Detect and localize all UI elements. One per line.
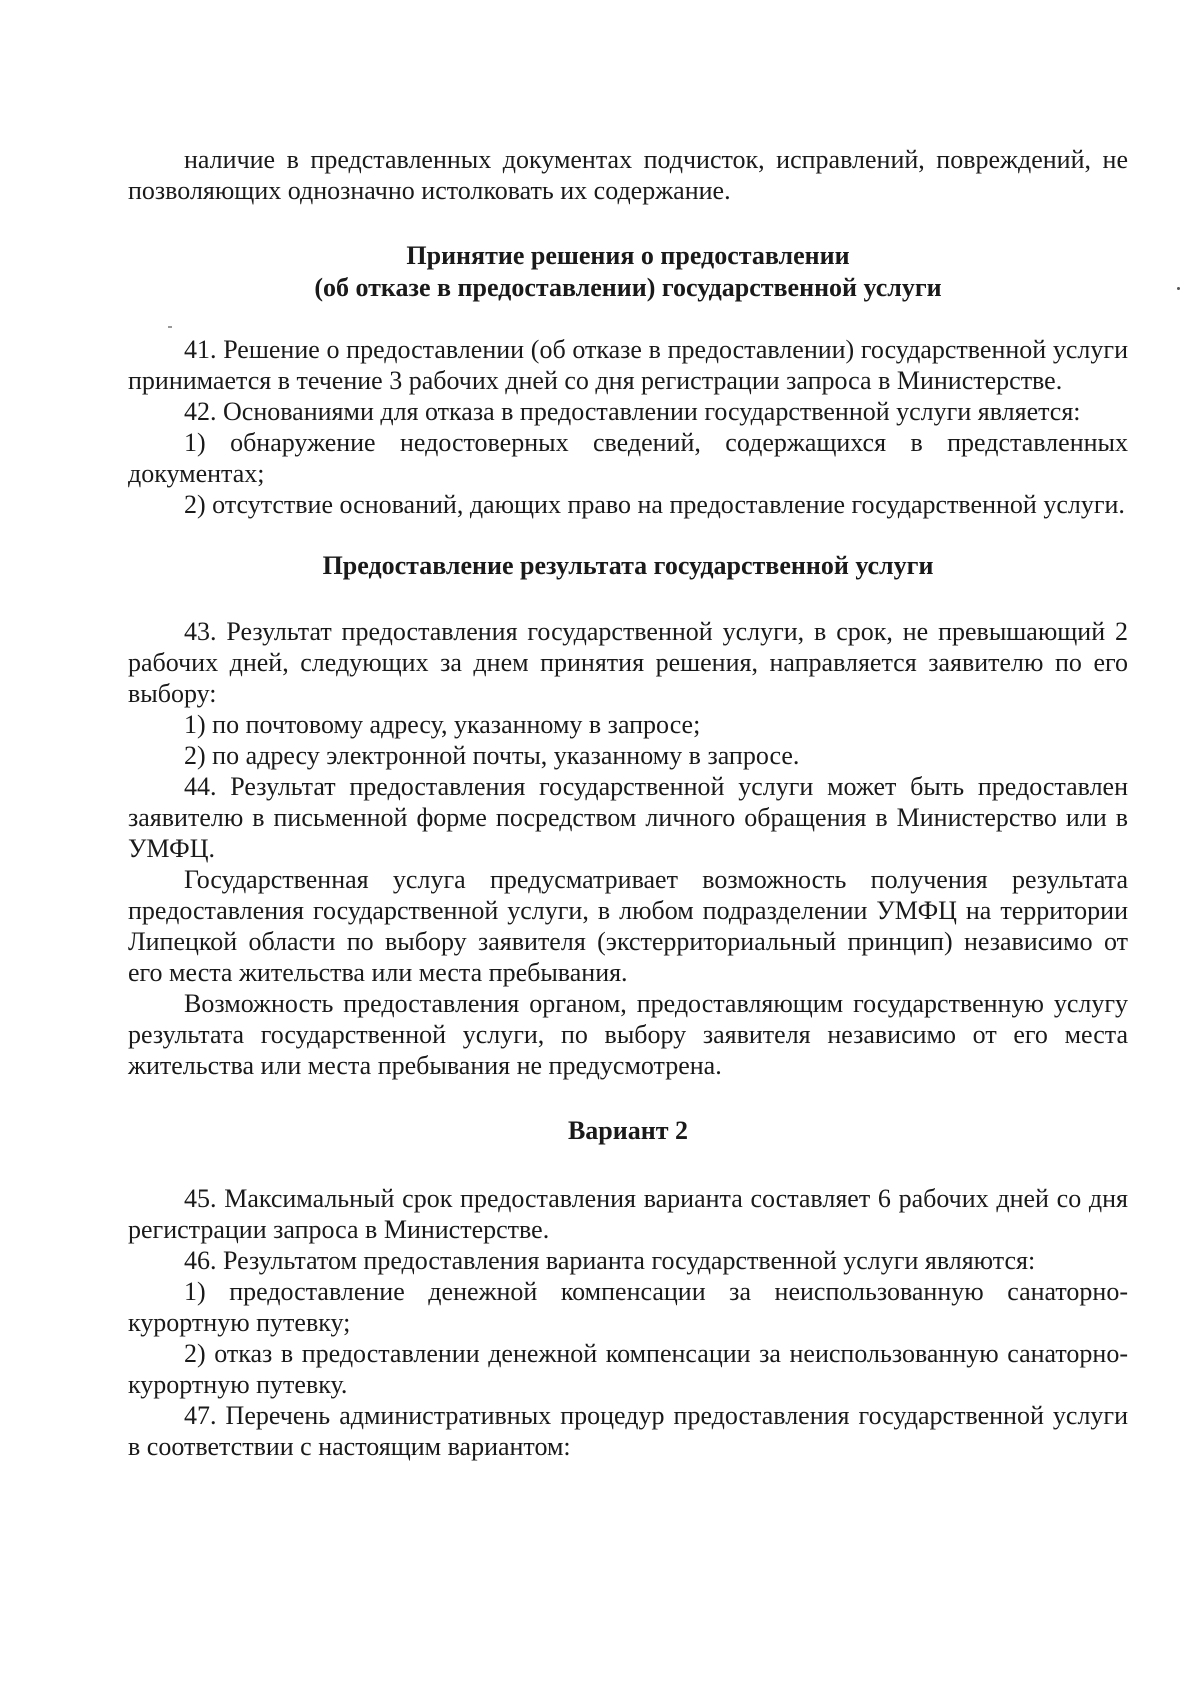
- paragraph-47: 47. Перечень административных процедур предоставления государственной услуги в соответствии с настоящим вариантом:: [128, 1401, 1128, 1461]
- paragraph-41: 41. Решение о предоставлении (об отказе в предоставлении) государственной услуги принимается в течение 3 рабочих дней со дня регистрации запроса в Министерстве.: [128, 335, 1128, 395]
- paragraph-possibility: Возможность предоставления органом, предоставляющим государственную услугу результата государственной услуги, по выбору заявителя независимо от его места жительства или места пребывания не предусмотрена.: [128, 989, 1128, 1080]
- list-item-46-1: 1) предоставление денежной компенсации за неиспользованную санаторно-курортную путевку;: [128, 1277, 1128, 1337]
- section-heading-result: Предоставление результата государственной услуги: [322, 551, 934, 580]
- scan-speck: [1177, 287, 1180, 290]
- list-item-43-1: 1) по почтовому адресу, указанному в запросе;: [184, 710, 701, 739]
- document-body: [128, 144, 1128, 1462]
- paragraph-extraterritorial: Государственная услуга предусматривает возможность получения результата предоставления государственной услуги, в любом подразделении УМФЦ на территории Липецкой области по выбору заявителя (экстерриториальный принцип) независимо от его места жительства или места пребывания.: [128, 865, 1128, 987]
- paragraph-43: 43. Результат предоставления государственной услуги, в срок, не превышающий 2 рабочих дней, следующих за днем принятия решения, направляется заявителю по его выбору:: [128, 617, 1128, 708]
- section-heading-variant-2: Вариант 2: [567, 1116, 689, 1145]
- list-item-42-2: 2) отсутствие оснований, дающих право на предоставление государственной услуги.: [184, 490, 1125, 519]
- section-heading-decision-line-2: (об отказе в предоставлении) государственной услуги: [314, 273, 942, 302]
- paragraph-42: 42. Основаниями для отказа в предоставлении государственной услуги является:: [184, 397, 1081, 426]
- paragraph-46: 46. Результатом предоставления варианта государственной услуги являются:: [184, 1246, 1036, 1275]
- list-item-43-2: 2) по адресу электронной почты, указанному в запросе.: [184, 741, 800, 770]
- section-heading-decision-line-1: Принятие решения о предоставлении: [406, 241, 850, 270]
- paragraph-45: 45. Максимальный срок предоставления варианта составляет 6 рабочих дней со дня регистрации запроса в Министерстве.: [128, 1184, 1128, 1244]
- list-item-42-1: 1) обнаружение недостоверных сведений, содержащихся в представленных документах;: [128, 428, 1128, 488]
- paragraph-44: 44. Результат предоставления государственной услуги может быть предоставлен заявителю в письменной форме посредством личного обращения в Министерство или в УМФЦ.: [128, 772, 1128, 863]
- intro-paragraph: наличие в представленных документах подчисток, исправлений, повреждений, не позволяющих однозначно истолковать их содержание.: [128, 145, 1128, 205]
- list-item-46-2: 2) отказ в предоставлении денежной компенсации за неиспользованную санаторно-курортную путевку.: [128, 1339, 1128, 1399]
